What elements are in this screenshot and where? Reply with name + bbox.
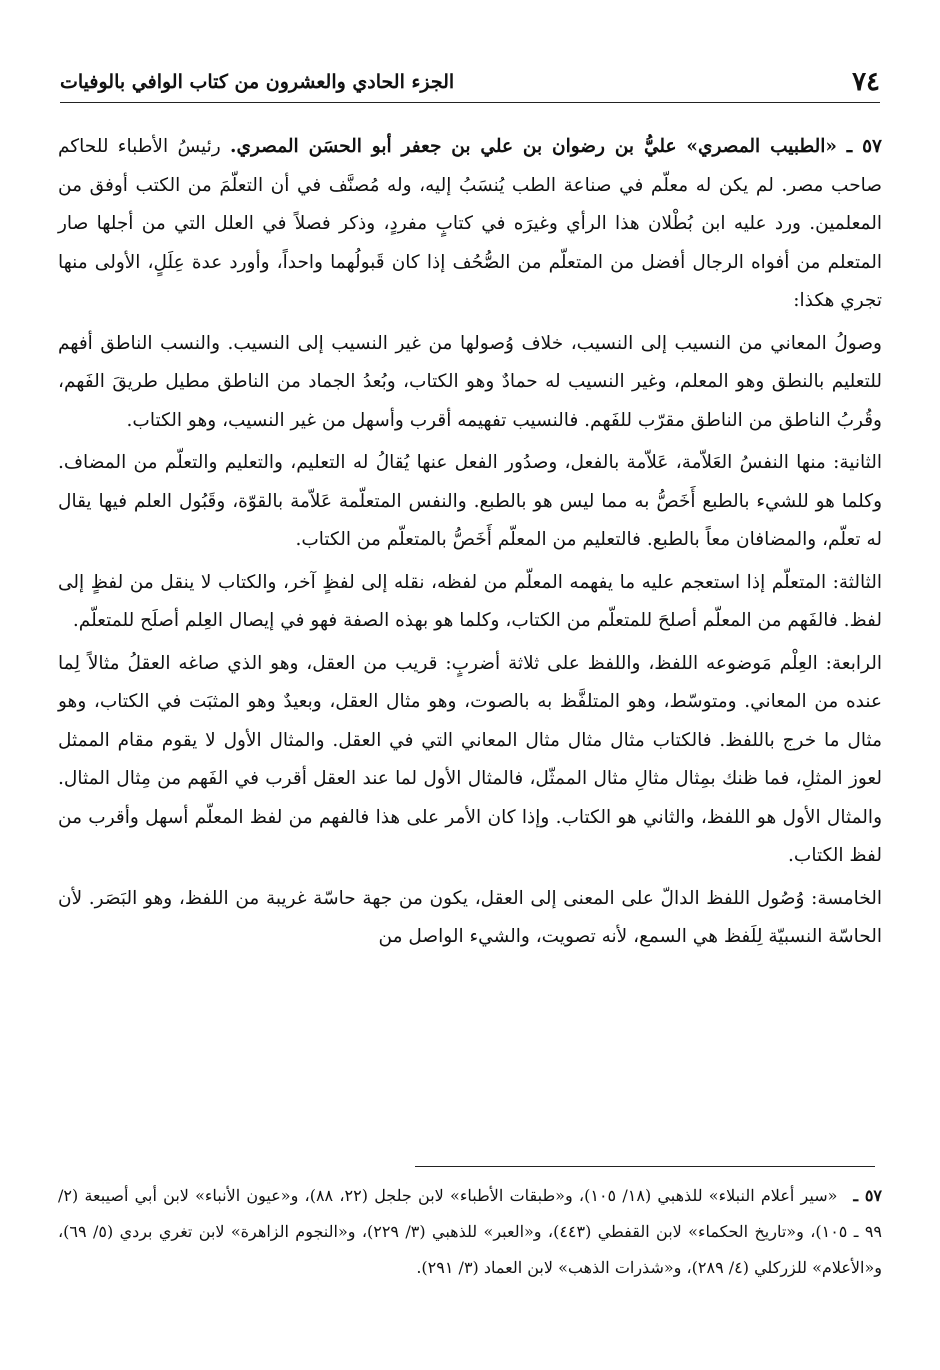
footnote [58,1178,882,1286]
entry-number: ٥٧ ـ [836,136,882,157]
entry-paragraph [58,128,882,321]
entry-name: «الطبيب المصري» عليُّ بن رضوان بن علي بن جعفر أبو الحسَن المصري. [230,136,837,157]
paragraph-fifth-reason: الخامسة: وُصُول اللفظ الدالّ على المعنى إلى العقل، يكون من جهة حاسّة غريبة من اللفظ، وهو البَصَر. لأن الحاسّة النسبيّة لِلَفظ هي السمع، لأنه تصويت، والشيء الواصل من [58,887,882,947]
entry-intro: رئيسُ الأطباء للحاكم صاحب مصر. لم يكن له معلّم في صناعة الطب يُنسَبُ إليه، وله مُصنَّف في أن التعلّمَ من الكتب أوفق من المعلمين. ورد عليه ابن بُطْلان هذا الرأي وغيرَه في كتابٍ مفردٍ، وذكر فصلاً في العلل التي من أجلها صار المتعلم من أفواه الرجال أفضل من المتعلّم من الصُّحُف إذا كان قَبولُهما واحداً، وأورد عدة عِلَلٍ، الأولى منها تجري هكذا: [58,136,882,311]
footnote-divider [415,1166,875,1167]
paragraph-second-reason: الثانية: منها النفسُ العَلاّمة، عَلاّمة بالفعل، وصدُور الفعل عنها يُقالُ له التعليم، والتعليم والتعلّم من المضاف. وكلما هو للشيء بالطبع أَخَصُّ به مما ليس هو بالطبع. والنفس المتعلّمة عَلاّمة بالقوّة، وقَبُول العلم فيها يقال له تعلّم، والمضافان معاً بالطبع. فالتعليم من المعلّم أَخَصُّ بالمتعلّم من الكتاب. [58,452,882,550]
paragraph-third-reason: الثالثة: المتعلّم إذا استعجم عليه ما يفهمه المعلّم من لفظه، نقله إلى لفظٍ آخر، والكتاب لا ينقل من لفظٍ إلى لفظ. فالفَهم من المعلّم أصلحَ للمتعلّم من الكتاب، وكلما هو بهذه الصفة فهو في إيصال العِلم أصلَح للمتعلّم. [58,571,882,631]
main-text [58,128,882,957]
page-number: ٧٤ [852,67,880,97]
footnote-text: «سير أعلام النبلاء» للذهبي (١٨/ ١٠٥)، و«طبقات الأطباء» لابن جلجل (٢٢، ٨٨)، و«عيون الأنباء» لابن أبي أصيبعة (٢/ ٩٩ ـ ١٠٥)، و«تاريخ الحكماء» لابن القفطي (٤٤٣)، و«العبر» للذهبي (٣/ ٢٢٩)، و«النجوم الزاهرة» لابن تغري بردي (٥/ ٦٩)، و«الأعلام» للزركلي (٤/ ٢٨٩)، و«شذرات الذهب» لابن العماد (٣/ ٢٩١). [58,1186,883,1277]
paragraph-fourth-reason: الرابعة: العِلْم مَوضوعه اللفظ، واللفظ على ثلاثة أضربٍ: قريب من العقل، وهو الذي صاغه العقلُ مثالاً لِما عنده من المعاني. ومتوسّط، وهو المتلفَّظ به بالصوت، وهو مثال العقل، وبعيدٌ وهو المثبَت في الكتاب، وهو مثال ما خرج باللفظ. فالكتاب مثال مثال مثال المعاني التي في العقل. والمثال الأول لا يقوم مقام الممثل لعوز المثلِ، فما ظنك بمِثال مثالِ مثال الممثّل، فالمثال الأول لما عند العقل أقرب في الفَهم من مِثال المثال. والمثال الأول هو اللفظ، والثاني هو الكتاب. وإذا كان الأمر على هذا فالفهم من لفظ المعلّم أسهل وأقرب من لفظ الكتاب. [58,652,882,866]
paragraph-first-reason: وصولُ المعاني من النسيب إلى النسيب، خلاف وُصولها من غير النسيب إلى النسيب. والنسب الناطق أفهم للتعليم بالنطق وهو المعلم، وغير النسيب له حمادٌ وهو الكتاب، وبُعدُ الجماد من الناطق مطيل طريقَ الفَهم، وقُربُ الناطق من الناطق مقرّب للفَهم. فالنسيب تفهيمه أقرب وأسهل من غير النسيب، وهو الكتاب. [58,332,882,431]
footnote-number: ٥٧ ـ [853,1186,882,1205]
page-header [60,62,880,103]
running-title: الجزء الحادي والعشرون من كتاب الوافي بالوفيات [60,71,455,93]
